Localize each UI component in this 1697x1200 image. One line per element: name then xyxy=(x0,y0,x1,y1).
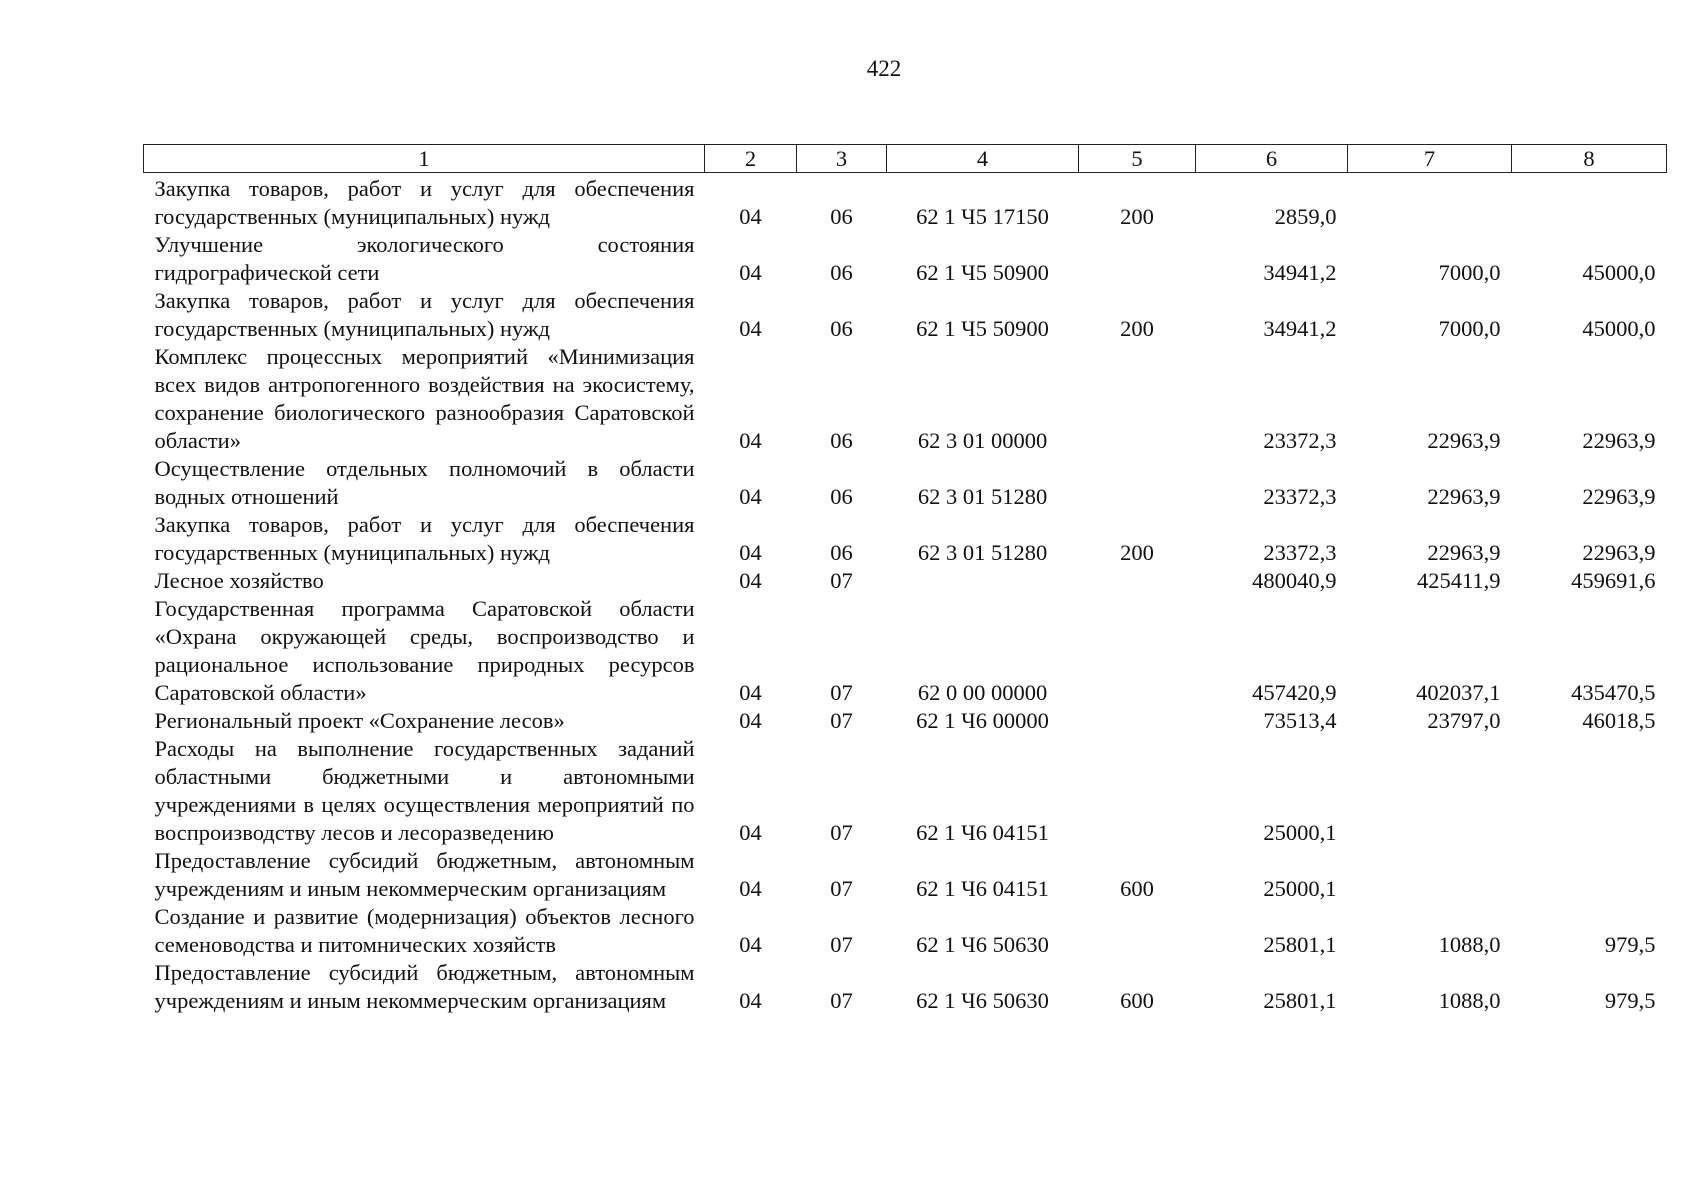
amount-col-8: 435470,5 xyxy=(1571,680,1656,705)
table-row xyxy=(144,847,1667,903)
section-code: 04 xyxy=(739,204,762,229)
expense-type-code: 600 xyxy=(1120,876,1154,901)
table-row xyxy=(144,173,1667,232)
expense-type-code xyxy=(1079,567,1196,595)
table-row xyxy=(144,595,1667,707)
target-article-code: 62 0 00 00000 xyxy=(917,680,1048,705)
amount-col-7 xyxy=(1348,847,1512,903)
table-row xyxy=(144,735,1667,847)
subsection-code: 06 xyxy=(830,540,853,565)
target-article-code: 62 3 01 51280 xyxy=(917,484,1048,509)
table-row xyxy=(144,231,1667,287)
subsection-code: 07 xyxy=(830,932,853,957)
expense-type-code xyxy=(1079,735,1196,847)
amount-col-8: 22963,9 xyxy=(1582,540,1656,565)
amount-col-7: 23797,0 xyxy=(1427,708,1501,733)
subsection-code: 07 xyxy=(830,820,853,845)
subsection-code: 07 xyxy=(830,708,853,733)
amount-col-8: 22963,9 xyxy=(1582,428,1656,453)
row-name: Комплекс процессных мероприятий «Минимизация всех видов антропогенного воздействия на экосистему, сохранение биологического разнообразия Саратовской области» xyxy=(154,344,695,453)
row-name: Государственная программа Саратовской области «Охрана окружающей среды, воспроизводство и рациональное использование природных ресурсов Саратовской области» xyxy=(154,596,695,705)
amount-col-8: 45000,0 xyxy=(1582,316,1656,341)
target-article-code: 62 1 Ч6 00000 xyxy=(916,708,1049,733)
page-number: 422 xyxy=(866,56,902,81)
section-code: 04 xyxy=(739,680,762,705)
amount-col-7 xyxy=(1348,735,1512,847)
amount-col-6: 34941,2 xyxy=(1263,316,1337,341)
section-code: 04 xyxy=(739,316,762,341)
column-header-2: 2 xyxy=(705,145,797,173)
section-code: 04 xyxy=(739,988,762,1013)
subsection-code: 07 xyxy=(830,876,853,901)
target-article-code: 62 1 Ч6 04151 xyxy=(916,820,1049,845)
row-name: Расходы на выполнение государственных заданий областными бюджетными и автономными учреждениями в целях осуществления мероприятий по воспроизводству лесов и лесоразведению xyxy=(154,736,695,845)
expense-type-code xyxy=(1079,455,1196,511)
row-name: Предоставление субсидий бюджетным, автономным учреждениям и иным некоммерческим организациям xyxy=(154,960,695,1013)
section-code: 04 xyxy=(739,260,762,285)
table-row xyxy=(144,903,1667,959)
amount-col-7 xyxy=(1348,173,1512,232)
table-row xyxy=(144,455,1667,511)
subsection-code: 06 xyxy=(830,316,853,341)
section-code: 04 xyxy=(739,932,762,957)
amount-col-8: 22963,9 xyxy=(1582,484,1656,509)
amount-col-8: 459691,6 xyxy=(1571,568,1656,593)
expense-type-code xyxy=(1079,707,1196,735)
table-row xyxy=(144,707,1667,735)
expense-type-code: 600 xyxy=(1120,988,1154,1013)
amount-col-7: 402037,1 xyxy=(1416,680,1501,705)
expense-type-code: 200 xyxy=(1120,204,1154,229)
amount-col-8 xyxy=(1512,735,1667,847)
amount-col-7: 7000,0 xyxy=(1438,260,1501,285)
column-header-4: 4 xyxy=(887,145,1079,173)
amount-col-8: 46018,5 xyxy=(1582,708,1656,733)
target-article-code: 62 1 Ч6 50630 xyxy=(916,932,1049,957)
expense-type-code: 200 xyxy=(1120,316,1154,341)
amount-col-6: 23372,3 xyxy=(1263,484,1337,509)
amount-col-7: 22963,9 xyxy=(1427,540,1501,565)
row-name: Предоставление субсидий бюджетным, автономным учреждениям и иным некоммерческим организациям xyxy=(154,848,695,901)
column-header-7: 7 xyxy=(1348,145,1512,173)
target-article-code: 62 3 01 51280 xyxy=(917,540,1048,565)
row-name: Закупка товаров, работ и услуг для обеспечения государственных (муниципальных) нужд xyxy=(154,288,695,341)
amount-col-6: 480040,9 xyxy=(1252,568,1337,593)
amount-col-6: 23372,3 xyxy=(1263,540,1337,565)
amount-col-8 xyxy=(1512,173,1667,232)
section-code: 04 xyxy=(739,540,762,565)
expense-type-code xyxy=(1079,231,1196,287)
amount-col-7: 22963,9 xyxy=(1427,484,1501,509)
subsection-code: 06 xyxy=(830,204,853,229)
section-code: 04 xyxy=(739,568,762,593)
target-article-code: 62 1 Ч6 50630 xyxy=(916,988,1049,1013)
amount-col-8: 45000,0 xyxy=(1582,260,1656,285)
subsection-code: 07 xyxy=(830,568,853,593)
column-header-5: 5 xyxy=(1079,145,1196,173)
amount-col-7: 1088,0 xyxy=(1438,988,1501,1013)
amount-col-6: 23372,3 xyxy=(1263,428,1337,453)
amount-col-6: 73513,4 xyxy=(1263,708,1337,733)
amount-col-7: 7000,0 xyxy=(1438,316,1501,341)
row-name: Закупка товаров, работ и услуг для обеспечения государственных (муниципальных) нужд xyxy=(154,176,695,229)
section-code: 04 xyxy=(739,876,762,901)
amount-col-8: 979,5 xyxy=(1604,988,1656,1013)
amount-col-6: 457420,9 xyxy=(1252,680,1337,705)
row-name: Улучшение экологического состояния гидрографической сети xyxy=(154,232,695,285)
section-code: 04 xyxy=(739,820,762,845)
column-header-1: 1 xyxy=(144,145,705,173)
section-code: 04 xyxy=(739,428,762,453)
amount-col-6: 25000,1 xyxy=(1263,820,1337,845)
row-name: Создание и развитие (модернизация) объектов лесного семеноводства и питомнических хозяйств xyxy=(154,904,695,957)
column-header-8: 8 xyxy=(1512,145,1667,173)
table-row xyxy=(144,567,1667,595)
expense-type-code: 200 xyxy=(1120,540,1154,565)
table-row xyxy=(144,343,1667,455)
target-article-code: 62 3 01 00000 xyxy=(917,428,1048,453)
target-article-code xyxy=(887,567,1079,595)
table-body xyxy=(144,173,1667,1016)
amount-col-6: 2859,0 xyxy=(1274,204,1337,229)
amount-col-8: 979,5 xyxy=(1604,932,1656,957)
amount-col-7: 22963,9 xyxy=(1427,428,1501,453)
subsection-code: 06 xyxy=(830,484,853,509)
subsection-code: 07 xyxy=(830,680,853,705)
section-code: 04 xyxy=(739,484,762,509)
amount-col-6: 25801,1 xyxy=(1263,932,1337,957)
row-name: Закупка товаров, работ и услуг для обеспечения государственных (муниципальных) нужд xyxy=(154,512,695,565)
budget-table xyxy=(143,144,1667,1015)
expense-type-code xyxy=(1079,903,1196,959)
table-header-row xyxy=(144,145,1667,173)
expense-type-code xyxy=(1079,343,1196,455)
table-row xyxy=(144,959,1667,1015)
amount-col-7: 425411,9 xyxy=(1416,568,1501,593)
row-name: Лесное хозяйство xyxy=(154,568,324,593)
amount-col-6: 25000,1 xyxy=(1263,876,1337,901)
target-article-code: 62 1 Ч5 50900 xyxy=(916,316,1049,341)
row-name: Региональный проект «Сохранение лесов» xyxy=(154,708,565,733)
table-row xyxy=(144,287,1667,343)
row-name: Осуществление отдельных полномочий в области водных отношений xyxy=(154,456,695,509)
amount-col-7: 1088,0 xyxy=(1438,932,1501,957)
target-article-code: 62 1 Ч6 04151 xyxy=(916,876,1049,901)
target-article-code: 62 1 Ч5 50900 xyxy=(916,260,1049,285)
subsection-code: 07 xyxy=(830,988,853,1013)
amount-col-8 xyxy=(1512,847,1667,903)
column-header-3: 3 xyxy=(797,145,887,173)
section-code: 04 xyxy=(739,708,762,733)
amount-col-6: 34941,2 xyxy=(1263,260,1337,285)
subsection-code: 06 xyxy=(830,260,853,285)
expense-type-code xyxy=(1079,595,1196,707)
target-article-code: 62 1 Ч5 17150 xyxy=(916,204,1049,229)
subsection-code: 06 xyxy=(830,428,853,453)
column-header-6: 6 xyxy=(1196,145,1348,173)
amount-col-6: 25801,1 xyxy=(1263,988,1337,1013)
table-row xyxy=(144,511,1667,567)
